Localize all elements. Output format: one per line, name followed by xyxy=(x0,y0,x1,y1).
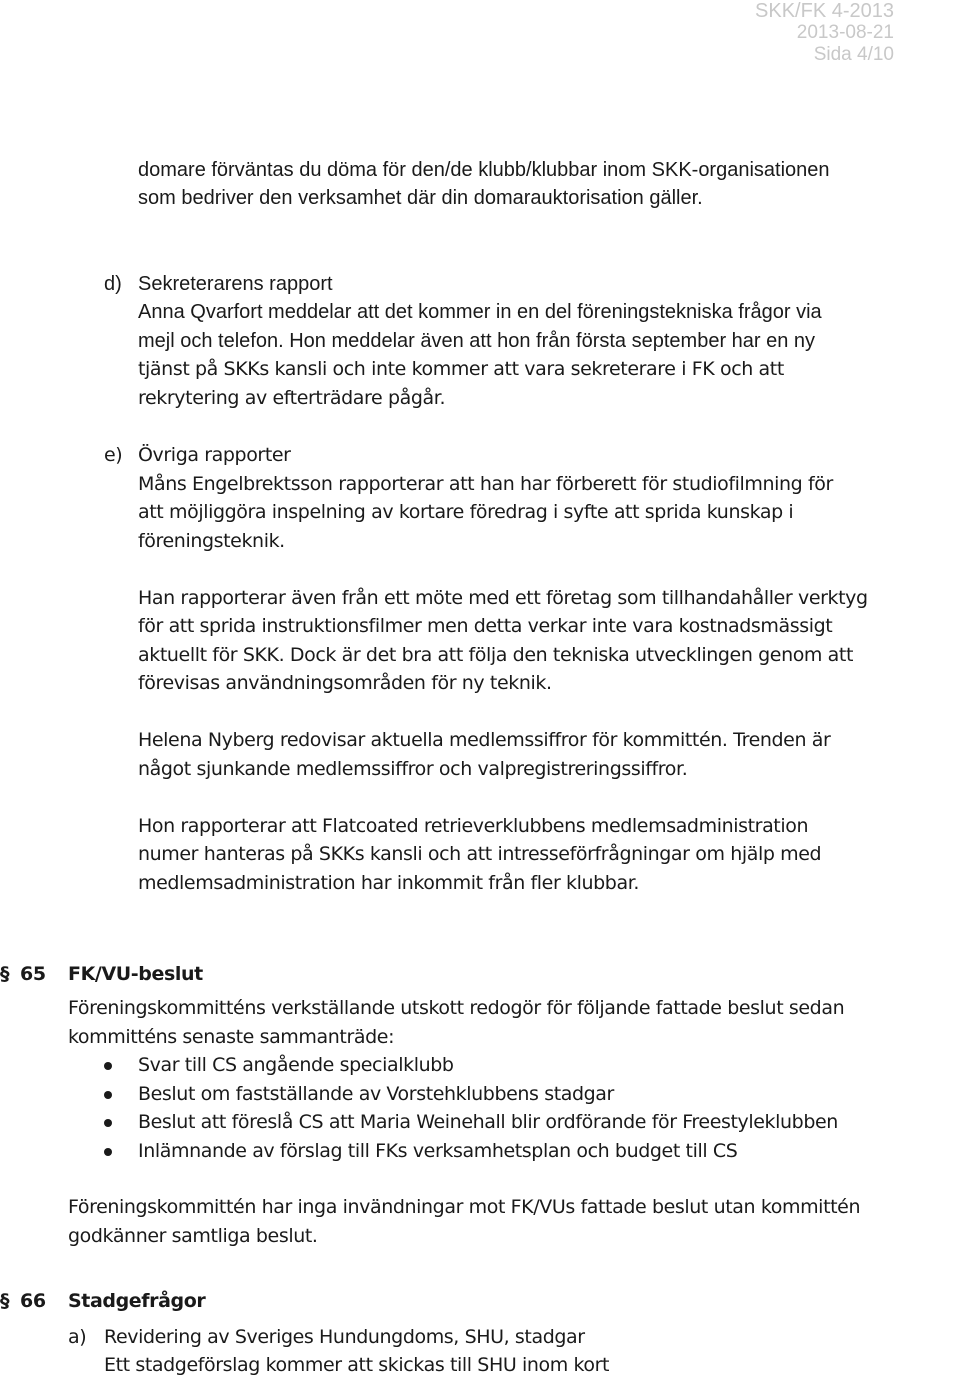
list-item: Beslut om fastställande av Vorstehklubbens stadgar xyxy=(138,1083,614,1105)
item-e-line: Han rapporterar även från ett möte med ett företag som tillhandahåller verktyg xyxy=(138,587,868,609)
item-e-line: numer hanteras på SKKs kansli och att intresseförfrågningar om hjälp med xyxy=(138,843,822,865)
page-number: Sida 4/10 xyxy=(813,44,894,65)
bullet-dot xyxy=(104,1119,112,1127)
intro-line: domare förväntas du döma för den/de klubb/klubbar inom SKK-organisationen xyxy=(138,159,830,181)
intro-line: som bedriver den verksamhet där din domarauktorisation gäller. xyxy=(138,187,703,209)
section-title: Stadgefrågor xyxy=(68,1290,206,1312)
section-symbol: § xyxy=(0,1290,10,1312)
item-e-line: något sjunkande medlemssiffror och valpregistreringssiffror. xyxy=(138,758,688,780)
item-d-line: rekrytering av efterträdare pågår. xyxy=(138,387,446,409)
list-item: Inlämnande av förslag till FKs verksamhetsplan och budget till CS xyxy=(138,1140,738,1162)
item-e-line: att möjliggöra inspelning av kortare föredrag i syfte att sprida kunskap i xyxy=(138,501,794,523)
bullet-dot xyxy=(104,1148,112,1156)
document-reference: SKK/FK 4-2013 xyxy=(755,0,894,22)
item-a-title: Revidering av Sveriges Hundungdoms, SHU, stadgar xyxy=(104,1326,585,1348)
section-65-line: Föreningskommittén har inga invändningar mot FK/VUs fattade beslut utan kommittén xyxy=(68,1196,861,1218)
document-date: 2013-08-21 xyxy=(796,22,894,43)
item-d-line: tjänst på SKKs kansli och inte kommer att vara sekreterare i FK och att xyxy=(138,358,784,380)
section-title: FK/VU-beslut xyxy=(68,963,203,985)
section-65-line: godkänner samtliga beslut. xyxy=(68,1225,318,1247)
item-a-marker: a) xyxy=(68,1326,87,1348)
item-e-line: aktuellt för SKK. Dock är det bra att följa den tekniska utvecklingen genom att xyxy=(138,644,854,666)
bullet-dot xyxy=(104,1091,112,1099)
section-number: 66 xyxy=(20,1290,46,1312)
item-d-line: Anna Qvarfort meddelar att det kommer in en del föreningstekniska frågor via xyxy=(138,301,822,323)
list-item: Beslut att föreslå CS att Maria Weinehall blir ordförande för Freestyleklubben xyxy=(138,1111,838,1133)
item-d-line: mejl och telefon. Hon meddelar även att hon från första september har en ny xyxy=(138,330,816,352)
section-symbol: § xyxy=(0,963,10,985)
item-e-title: Övriga rapporter xyxy=(138,444,291,466)
item-e-line: medlemsadministration har inkommit från fler klubbar. xyxy=(138,872,640,894)
list-item: Svar till CS angående specialklubb xyxy=(138,1054,454,1076)
section-number: 65 xyxy=(20,963,46,985)
bullet-dot xyxy=(104,1062,112,1070)
item-e-line: Helena Nyberg redovisar aktuella medlemssiffror för kommittén. Trenden är xyxy=(138,729,831,751)
item-e-line: Hon rapporterar att Flatcoated retrieverklubbens medlemsadministration xyxy=(138,815,809,837)
section-65-line: kommitténs senaste sammanträde: xyxy=(68,1026,395,1048)
item-e-marker: e) xyxy=(104,444,123,466)
item-e-line: Måns Engelbrektsson rapporterar att han har förberett för studiofilmning för xyxy=(138,473,833,495)
item-e-line: föreningsteknik. xyxy=(138,530,285,552)
item-d-marker: d) xyxy=(104,273,122,295)
section-65-line: Föreningskommitténs verkställande utskott redogör för följande fattade beslut sedan xyxy=(68,997,845,1019)
item-e-line: förevisas användningsområden för ny teknik. xyxy=(138,672,552,694)
item-a-line: Ett stadgeförslag kommer att skickas till SHU inom kort xyxy=(104,1354,610,1376)
item-e-line: för att sprida instruktionsfilmer men detta verkar inte vara kostnadsmässigt xyxy=(138,615,833,637)
item-d-title: Sekreterarens rapport xyxy=(138,273,333,295)
